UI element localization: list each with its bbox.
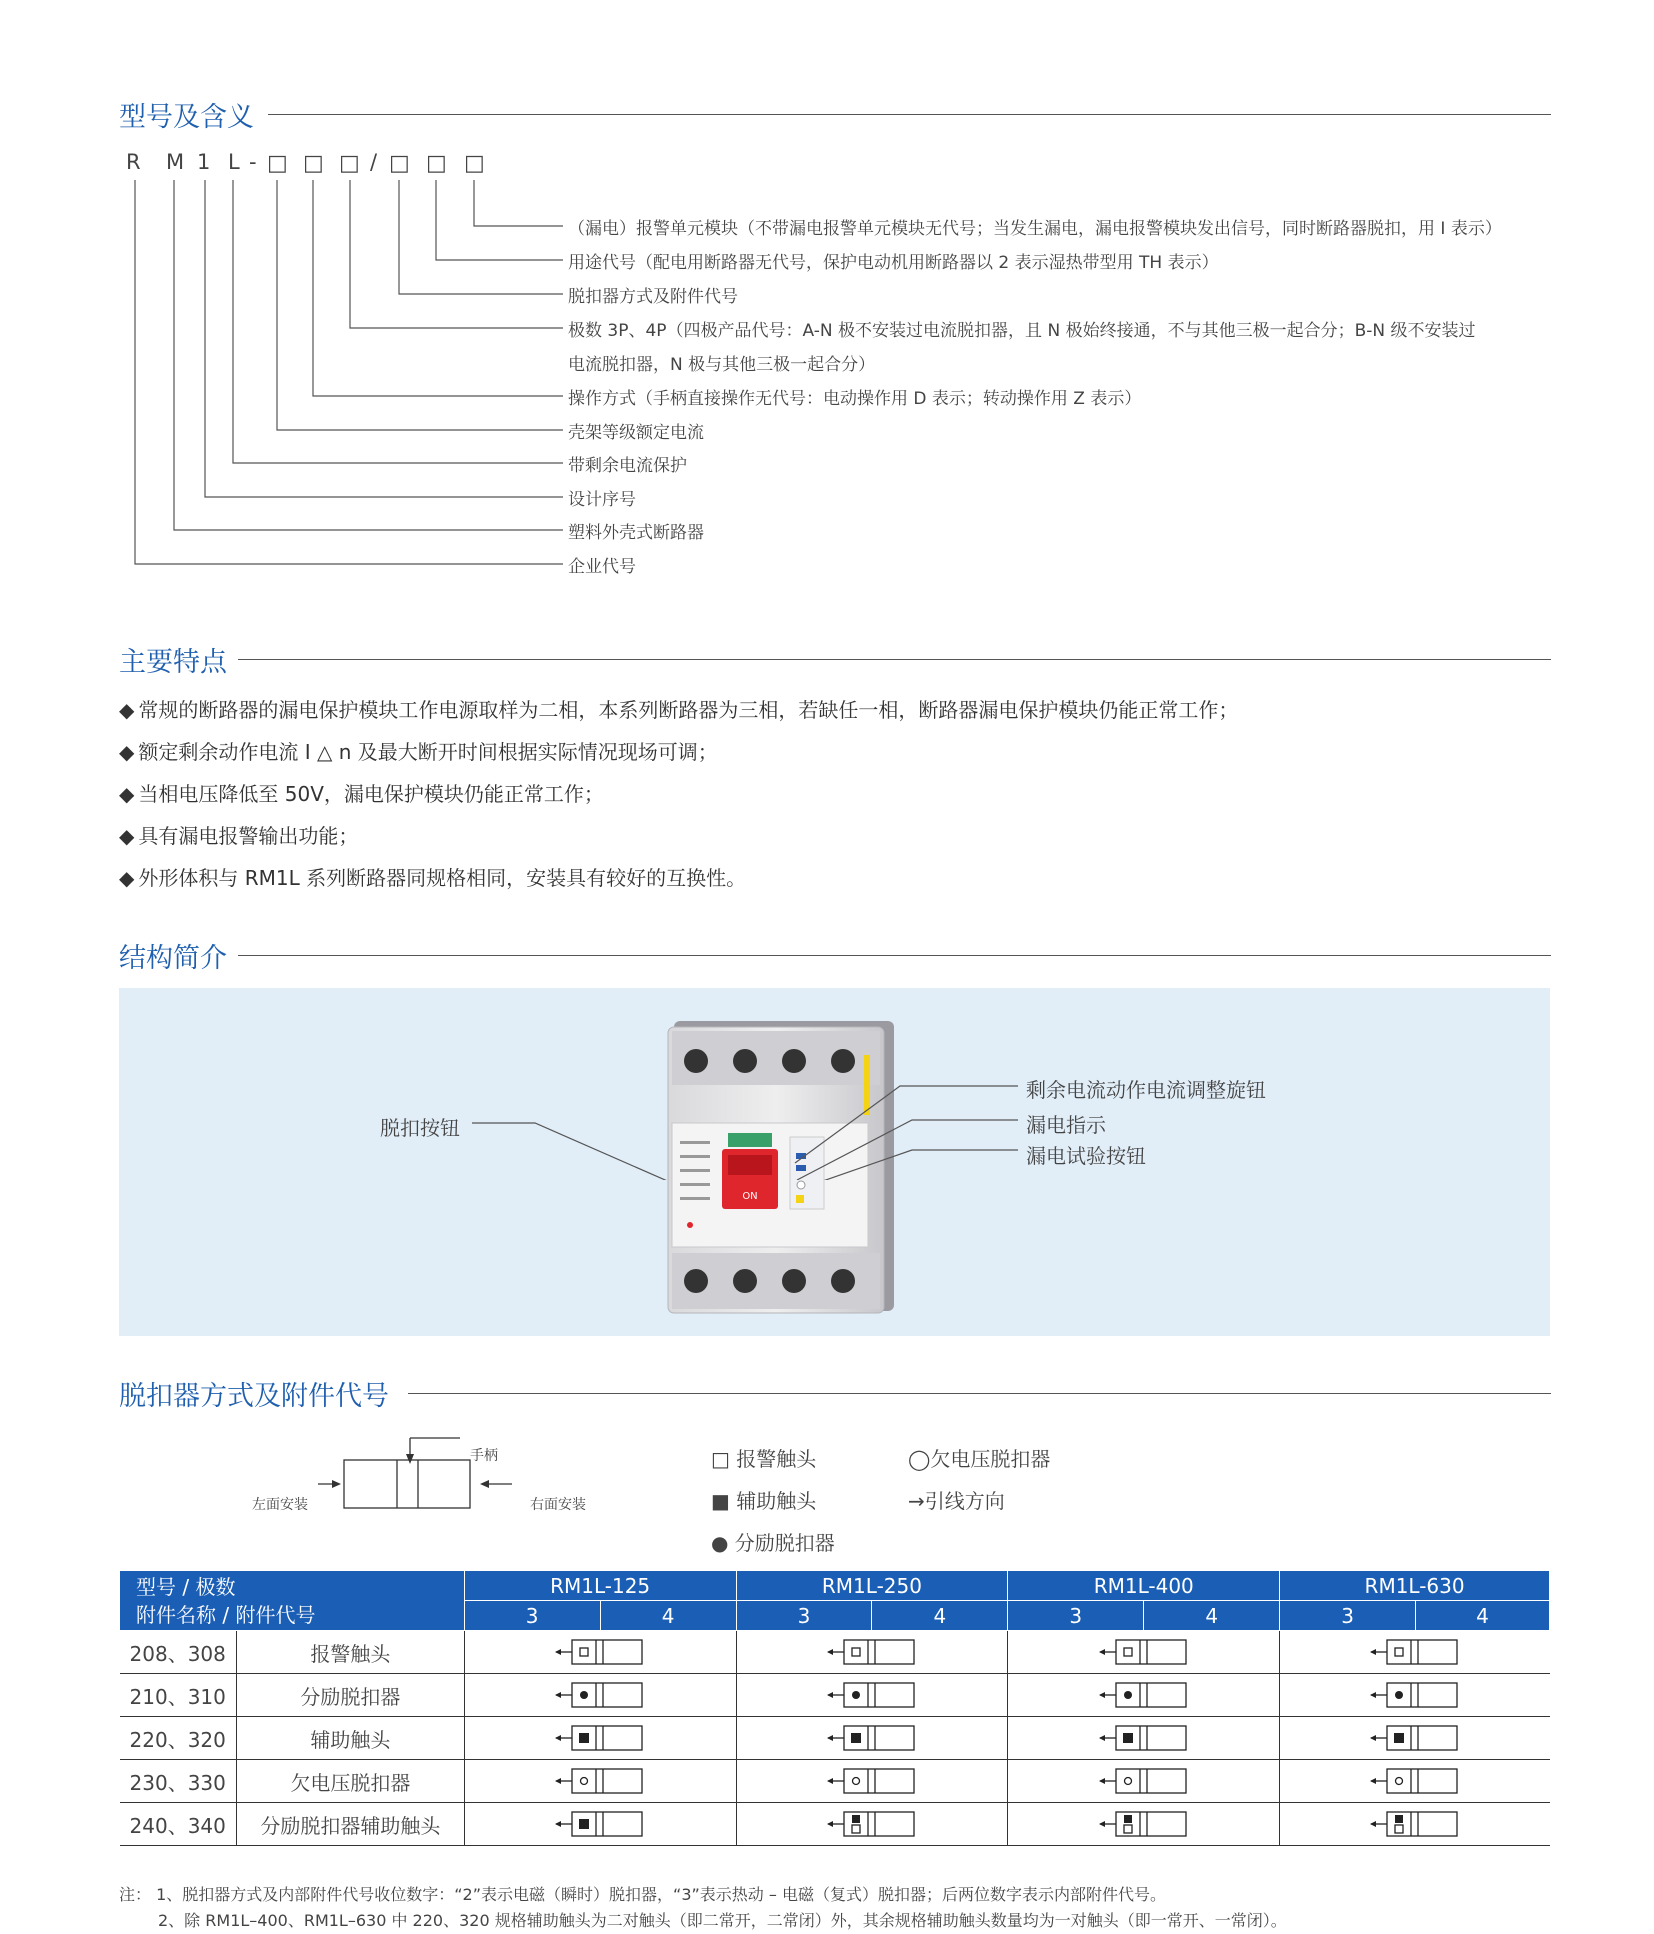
symbol-cell [464, 1717, 736, 1760]
code-char: 1 [197, 150, 211, 174]
section-title-features: 主要特点 [119, 647, 227, 678]
code-char: / [370, 150, 378, 174]
accessory-name: 辅助触头 [236, 1717, 464, 1760]
diamond-bullet-icon: ◆ [119, 740, 135, 764]
accessory-name: 欠电压脱扣器 [236, 1760, 464, 1803]
code-box: □ [303, 151, 324, 176]
model-code-leader-lines [0, 0, 1654, 600]
accessory-symbol-icon [1098, 1636, 1190, 1668]
diagram-label-right: 右面安装 [530, 1497, 586, 1513]
model-desc: 操作方式（手柄直接操作无代号：电动操作用 D 表示；转动操作用 Z 表示） [568, 389, 1142, 409]
code-box: □ [426, 151, 447, 176]
diamond-bullet-icon: ◆ [119, 824, 135, 848]
svg-text:ON: ON [742, 1191, 758, 1202]
accessory-symbol-icon [1098, 1679, 1190, 1711]
accessory-code: 230、330 [120, 1760, 237, 1803]
legend-alarm: □ 报警触头 [711, 1447, 817, 1471]
symbol-cell [1008, 1803, 1280, 1846]
section-title-model: 型号及含义 [119, 102, 254, 133]
symbol-cell [1008, 1760, 1280, 1803]
legend-undervoltage: ◯欠电压脱扣器 [908, 1447, 1051, 1471]
code-char: L [228, 150, 240, 174]
feature-item: ◆ 外形体积与 RM1L 系列断路器同规格相同，安装具有较好的互换性。 [119, 866, 747, 890]
section-title-structure: 结构简介 [119, 943, 227, 974]
callout-trip-button: 脱扣按钮 [380, 1116, 460, 1140]
section-title-trip-codes: 脱扣器方式及附件代号 [119, 1381, 389, 1412]
accessory-code: 220、320 [120, 1717, 237, 1760]
code-box: □ [339, 151, 360, 176]
code-box: □ [389, 151, 410, 176]
pole-header: 4 [600, 1601, 736, 1631]
callout-leak-indicator: 漏电指示 [1026, 1113, 1106, 1137]
symbol-cell [736, 1631, 1008, 1674]
model-desc: 带剩余电流保护 [568, 456, 687, 476]
model-header: RM1L-125 [464, 1571, 736, 1601]
symbol-cell [1280, 1717, 1550, 1760]
table-row [120, 1717, 1550, 1760]
accessory-code: 210、310 [120, 1674, 237, 1717]
pole-header: 3 [1280, 1601, 1416, 1631]
table-row [120, 1803, 1550, 1846]
pole-header: 3 [1008, 1601, 1144, 1631]
model-header: RM1L-400 [1008, 1571, 1280, 1601]
symbol-cell [464, 1760, 736, 1803]
accessory-symbol-icon [1098, 1808, 1190, 1840]
model-desc: 用途代号（配电用断路器无代号，保护电动机用断路器以 2 表示湿热带型用 TH 表示） [568, 253, 1219, 273]
code-char: R [126, 150, 141, 174]
accessory-symbol-icon [826, 1808, 918, 1840]
feature-item: ◆ 额定剩余动作电流 I △ n 及最大断开时间根据实际情况现场可调； [119, 740, 718, 764]
accessory-name: 分励脱扣器 [236, 1674, 464, 1717]
symbol-cell [1008, 1631, 1280, 1674]
accessory-symbol-icon [1098, 1722, 1190, 1754]
feature-item: ◆ 具有漏电报警输出功能； [119, 824, 359, 848]
accessory-code: 240、340 [120, 1803, 237, 1846]
model-desc: 企业代号 [568, 557, 636, 577]
accessory-symbol-icon [826, 1679, 918, 1711]
symbol-cell [464, 1631, 736, 1674]
code-box: □ [464, 151, 485, 176]
symbol-cell [1008, 1717, 1280, 1760]
symbol-cell [1280, 1631, 1550, 1674]
model-desc: 设计序号 [568, 490, 636, 510]
legend-lead: →引线方向 [908, 1489, 1005, 1513]
symbol-cell [464, 1674, 736, 1717]
diagram-label-handle: 手柄 [470, 1448, 498, 1464]
section-divider [238, 955, 1551, 956]
model-header: RM1L-250 [736, 1571, 1008, 1601]
accessory-code: 208、308 [120, 1631, 237, 1674]
callout-adjust-knob: 剩余电流动作电流调整旋钮 [1026, 1078, 1266, 1102]
model-desc: （漏电）报警单元模块（不带漏电报警单元模块无代号；当发生漏电，漏电报警模块发出信号，同时断路器脱扣，用 I 表示） [568, 219, 1502, 239]
diamond-bullet-icon: ◆ [119, 782, 135, 806]
accessory-symbol-icon [1369, 1722, 1461, 1754]
pole-header: 3 [464, 1601, 600, 1631]
accessory-symbol-icon [826, 1765, 918, 1797]
accessory-symbol-icon [826, 1722, 918, 1754]
section-divider [408, 1393, 1551, 1394]
accessory-symbol-icon [826, 1636, 918, 1668]
symbol-cell [1008, 1674, 1280, 1717]
footnotes [119, 1882, 1287, 1934]
legend-shunt: ● 分励脱扣器 [711, 1531, 835, 1555]
accessory-symbol-icon [1369, 1679, 1461, 1711]
accessory-symbol-icon [1369, 1808, 1461, 1840]
table-row [120, 1760, 1550, 1803]
pole-header: 4 [1144, 1601, 1280, 1631]
symbol-cell [736, 1674, 1008, 1717]
structure-callout-lines [0, 980, 1654, 1180]
accessory-table [119, 1570, 1550, 1846]
accessory-symbol-icon [1369, 1636, 1461, 1668]
diagram-label-left: 左面安装 [252, 1497, 308, 1513]
footnote: 注： 1、脱扣器方式及内部附件代号收位数字：“2”表示电磁（瞬时）脱扣器，“3”表示热动 – 电磁（复式）脱扣器；后两位数字表示内部附件代号。 [119, 1885, 1166, 1904]
callout-test-button: 漏电试验按钮 [1026, 1144, 1146, 1168]
model-desc: 脱扣器方式及附件代号 [568, 287, 738, 307]
code-box: □ [267, 151, 288, 176]
table-row [120, 1631, 1550, 1674]
table-row [120, 1674, 1550, 1717]
model-desc: 极数 3P、4P（四极产品代号：A-N 极不安装过电流脱扣器，且 N 极始终接通，不与其他三极一起合分；B-N 级不安装过 [568, 321, 1476, 341]
accessory-symbol-icon [554, 1679, 646, 1711]
symbol-cell [736, 1717, 1008, 1760]
code-char: - [249, 150, 257, 174]
symbol-cell [1280, 1760, 1550, 1803]
model-desc: 塑料外壳式断路器 [568, 523, 704, 543]
accessory-symbol-icon [1369, 1765, 1461, 1797]
accessory-symbol-icon [554, 1722, 646, 1754]
symbol-cell [1280, 1674, 1550, 1717]
accessory-name: 报警触头 [236, 1631, 464, 1674]
symbol-cell [736, 1760, 1008, 1803]
accessory-symbol-icon [554, 1808, 646, 1840]
feature-item: ◆ 常规的断路器的漏电保护模块工作电源取样为二相，本系列断路器为三相，若缺任一相，断路器漏电保护模块仍能正常工作； [119, 698, 1239, 722]
symbol-cell [1280, 1803, 1550, 1846]
symbol-cell [464, 1803, 736, 1846]
pole-header: 4 [872, 1601, 1008, 1631]
legend-aux: ■ 辅助触头 [711, 1489, 817, 1513]
accessory-symbol-icon [554, 1636, 646, 1668]
pole-header: 4 [1416, 1601, 1550, 1631]
model-desc: 电流脱扣器，N 极与其他三极一起合分） [568, 355, 876, 375]
diamond-bullet-icon: ◆ [119, 698, 135, 722]
model-header: RM1L-630 [1280, 1571, 1550, 1601]
accessory-symbol-icon [1098, 1765, 1190, 1797]
accessory-name: 分励脱扣器辅助触头 [236, 1803, 464, 1846]
table-corner-header: 型号 / 极数 附件名称 / 附件代号 [120, 1571, 465, 1631]
model-desc: 壳架等级额定电流 [568, 423, 704, 443]
accessory-symbol-icon [554, 1765, 646, 1797]
pole-header: 3 [736, 1601, 872, 1631]
footnote: 2、除 RM1L–400、RM1L–630 中 220、320 规格辅助触头为二对触头（即二常开，二常闭）外，其余规格辅助触头数量均为一对触头（即一常开、一常闭）。 [158, 1911, 1287, 1930]
feature-item: ◆ 当相电压降低至 50V，漏电保护模块仍能正常工作； [119, 782, 604, 806]
section-divider [238, 659, 1551, 660]
code-char: M [166, 150, 185, 174]
diamond-bullet-icon: ◆ [119, 866, 135, 890]
symbol-cell [736, 1803, 1008, 1846]
